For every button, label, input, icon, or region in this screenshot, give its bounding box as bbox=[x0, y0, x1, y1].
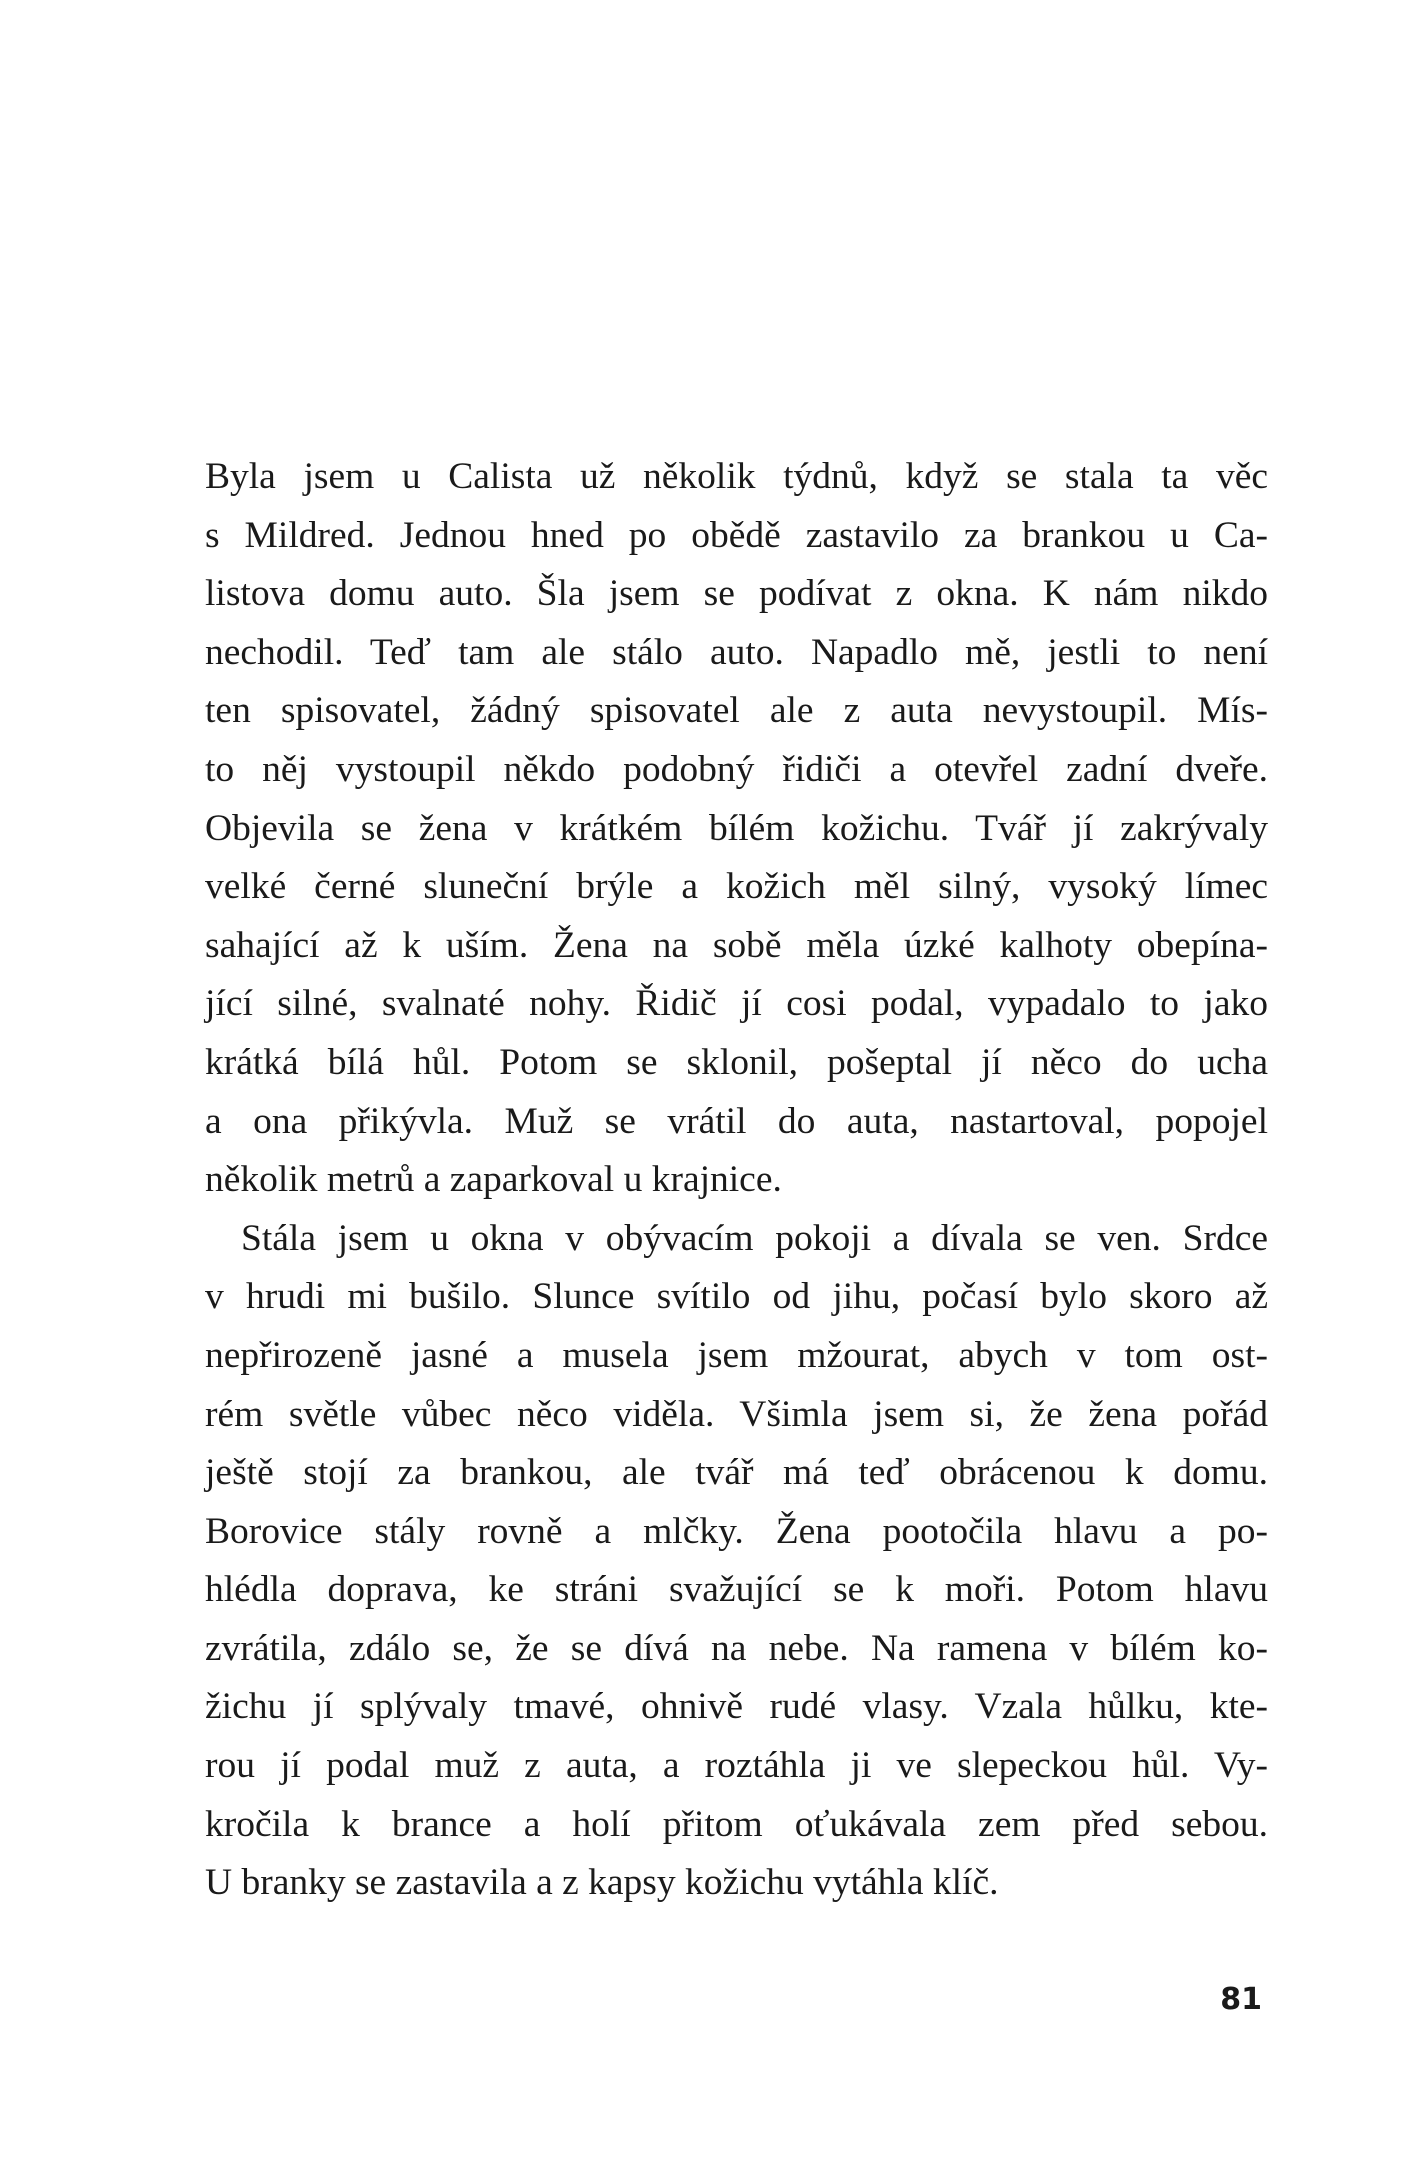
text-line: jící silné, svalnaté nohy. Řidič jí cosi podal, vypadalo to jako bbox=[205, 983, 1268, 1025]
text-line: rém světle vůbec něco viděla. Všimla jsem si, že žena pořád bbox=[205, 1393, 1268, 1435]
paragraph-1 bbox=[205, 448, 1268, 1210]
text-line: nepřirozeně jasné a musela jsem mžourat, abych v tom ost- bbox=[205, 1334, 1268, 1376]
text-line: v hrudi mi bušilo. Slunce svítilo od jihu, počasí bylo skoro až bbox=[205, 1276, 1268, 1318]
text-line: ten spisovatel, žádný spisovatel ale z auta nevystoupil. Mís- bbox=[205, 690, 1268, 732]
text-line: rou jí podal muž z auta, a roztáhla ji ve slepeckou hůl. Vy- bbox=[205, 1745, 1268, 1787]
text-line: hlédla doprava, ke stráni svažující se k moři. Potom hlavu bbox=[205, 1569, 1268, 1611]
text-line: to něj vystoupil někdo podobný řidiči a otevřel zadní dveře. bbox=[205, 748, 1268, 790]
text-line: sahající až k uším. Žena na sobě měla úzké kalhoty obepína- bbox=[205, 924, 1268, 966]
body-text bbox=[205, 448, 1268, 1913]
text-line: velké černé sluneční brýle a kožich měl silný, vysoký límec bbox=[205, 866, 1268, 908]
text-line: kročila k brance a holí přitom oťukávala zem před sebou. bbox=[205, 1803, 1268, 1845]
text-line: Stála jsem u okna v obývacím pokoji a dívala se ven. Srdce bbox=[241, 1217, 1268, 1259]
text-line: U branky se zastavila a z kapsy kožichu vytáhla klíč. bbox=[205, 1862, 999, 1904]
text-line: několik metrů a zaparkoval u krajnice. bbox=[205, 1159, 782, 1201]
text-line: žichu jí splývaly tmavé, ohnivě rudé vlasy. Vzala hůlku, kte- bbox=[205, 1686, 1268, 1728]
text-line: zvrátila, zdálo se, že se dívá na nebe. Na ramena v bílém ko- bbox=[205, 1627, 1268, 1669]
text-line: nechodil. Teď tam ale stálo auto. Napadlo mě, jestli to není bbox=[205, 631, 1268, 673]
text-line: s Mildred. Jednou hned po obědě zastavilo za brankou u Ca- bbox=[205, 514, 1268, 556]
text-line: Borovice stály rovně a mlčky. Žena pootočila hlavu a po- bbox=[205, 1510, 1268, 1552]
text-line: Byla jsem u Calista už několik týdnů, když se stala ta věc bbox=[205, 456, 1268, 497]
text-line: Objevila se žena v krátkém bílém kožichu. Tvář jí zakrývaly bbox=[205, 807, 1268, 849]
paragraph-2 bbox=[205, 1210, 1268, 1913]
text-line: a ona přikývla. Muž se vrátil do auta, nastartoval, popojel bbox=[205, 1100, 1268, 1142]
text-line: ještě stojí za brankou, ale tvář má teď obrácenou k domu. bbox=[205, 1452, 1268, 1494]
page-number: 81 bbox=[1220, 1982, 1262, 2017]
text-line: krátká bílá hůl. Potom se sklonil, pošeptal jí něco do ucha bbox=[205, 1041, 1268, 1083]
text-line: listova domu auto. Šla jsem se podívat z okna. K nám nikdo bbox=[205, 573, 1268, 615]
